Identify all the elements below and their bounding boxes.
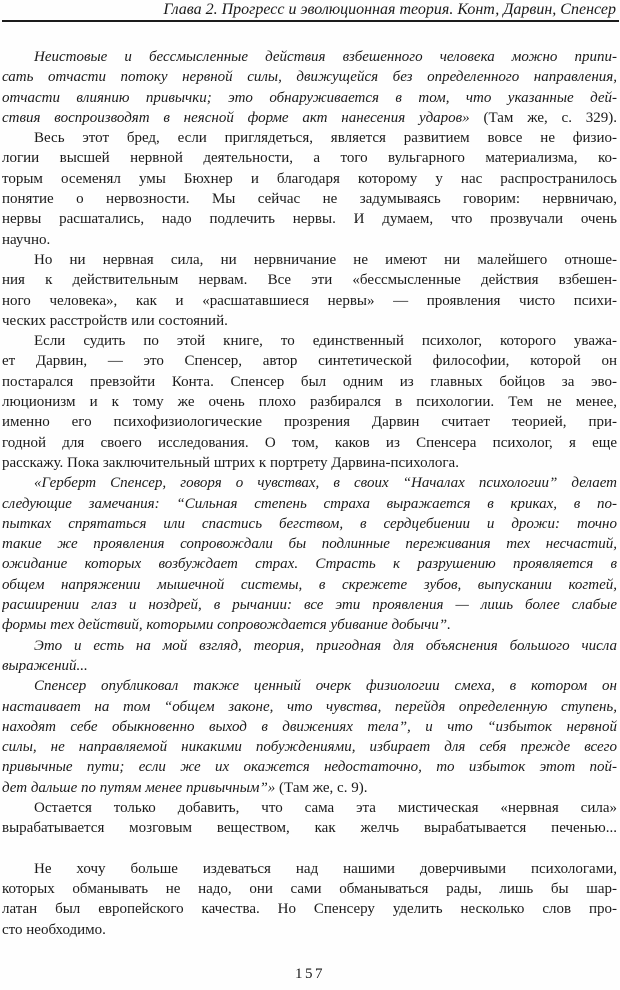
text-line: которых обманывать не надо, они сами обманываться рады, лишь бы шар- <box>2 881 617 898</box>
text-line: отчасти влиянию привычки; это обнаруживается в том, что указанные дей- <box>2 89 617 106</box>
text-line: латан был европейского качества. Но Спенсеру уделить несколько слов про- <box>2 901 617 918</box>
text-line: нервы расшатались, надо подлечить нервы. И думаем, что прозвучали очень <box>2 211 617 228</box>
text-line: такие же проявления сопровождали бы подлинные переживания тех несчастий, <box>2 536 617 553</box>
page-number: 157 <box>295 966 325 982</box>
paragraph <box>2 676 617 798</box>
text-line: сто необходимо. <box>2 921 106 938</box>
running-header: Глава 2. Прогресс и эволюционная теория. Конт, Дарвин, Спенсер <box>163 1 616 18</box>
text-line: привычные пути; если же их окажется недостаточно, то избыток этот пой- <box>2 759 617 776</box>
text-line: ожидание которых возбуждает страх. Страсть к разрушению проявляется в <box>2 556 617 573</box>
text-line: Неистовые и бессмысленные действия взбешенного человека можно припи- <box>34 49 617 65</box>
text-line: сать отчасти потоку нервной силы, движущейся без определенного направления, <box>2 69 617 86</box>
text-line: научно. <box>2 231 51 248</box>
text-line: Весь этот бред, если приглядеться, является развитием вовсе не физио- <box>34 130 617 147</box>
paragraph <box>2 47 617 128</box>
text-line: настаивает на том “общем законе, что чувства, перейдя определенную ступень, <box>2 698 617 715</box>
text-line: Это и есть на мой взгляд, теория, пригодная для объяснения большого числа <box>34 637 617 654</box>
text-line: постарался превзойти Конта. Спенсер был одним из главных бойцов за эво- <box>2 373 617 390</box>
paragraph <box>2 859 617 940</box>
paragraph <box>2 473 617 635</box>
paragraph <box>2 331 617 473</box>
text-line: пытках спрятаться или спастись бегством, в сердцебиении и дрожи: точно <box>2 515 617 532</box>
text-line: выражений... <box>2 657 88 674</box>
text-line: люционизм и к тому же очень плохо разбирался в психологии. Тем не менее, <box>2 394 617 411</box>
text-line: ния к действительным нервам. Все эти «бессмысленные действия взбешен- <box>2 272 617 289</box>
text-line: Но ни нервная сила, ни нервничание не имеют ни малейшего отноше- <box>34 251 617 268</box>
text-line <box>2 108 617 128</box>
text-line: Остается только добавить, что сама эта мистическая «нервная сила» <box>34 799 617 816</box>
text-line: Спенсер опубликовал также ценный очерк физиологии смеха, в котором он <box>34 678 617 695</box>
paragraph <box>2 636 617 677</box>
text-line: торым осеменял умы Бюхнер и благодаря которому у нас распространилось <box>2 170 617 187</box>
quote-segment: дет дальше по путям менее привычным”» <box>2 779 280 796</box>
text-line: ет Дарвин, — это Спенсер, автор синтетической философии, которой он <box>2 353 617 370</box>
citation-segment: (Там же, с. 9). <box>279 779 368 796</box>
text-line: понятие о нервозности. Мы сейчас не задумываясь говорим: нервничаю, <box>2 191 617 208</box>
text-line: «Герберт Спенсер, говоря о чувствах, в своих “Началах психологии” делает <box>34 475 617 492</box>
paragraph <box>2 128 617 250</box>
text-line: именно его психофизиологические прозрения Дарвин считает теорией, при- <box>2 414 617 431</box>
text-line: Не хочу больше издеваться над нашими доверчивыми психологами, <box>34 860 617 877</box>
header-rule <box>2 20 619 22</box>
text-line <box>2 778 617 798</box>
text-line: расширении глаз и ноздрей, в рычании: все эти проявления — лишь более слабые <box>2 597 617 614</box>
text-line: расскажу. Пока заключительный штрих к портрету Дарвина-психолога. <box>2 454 459 471</box>
text-line: общем напряжении мышечной системы, в скрежете зубов, выпускании когтей, <box>2 576 617 593</box>
text-line: логии высшей нервной деятельности, а того вульгарного материализма, ко- <box>2 150 617 167</box>
paragraph <box>2 250 617 331</box>
page-body <box>2 47 617 940</box>
paragraph <box>2 798 617 839</box>
quote-segment: ствия воспроизводят в неясной форме акт нанесения ударов» <box>2 109 484 126</box>
citation-segment: (Там же, с. 329). <box>483 109 617 126</box>
text-line: годной для своего исследования. О том, каков из Спенсера психолог, я еще <box>2 434 617 451</box>
text-line: ного человека», как и «расшатавшиеся нервы» — проявления чисто психи- <box>2 292 617 309</box>
text-line: Если судить по этой книге, то единственный психолог, которого уважа- <box>34 333 617 350</box>
text-line: вырабатывается мозговым веществом, как желчь вырабатывается печенью... <box>2 820 617 837</box>
text-line: силы, не направляемой никакими побуждениями, избирает для себя прежде всего <box>2 739 617 756</box>
text-line: следующие замечания: “Сильная степень страха выражается в криках, в по- <box>2 495 617 512</box>
text-line: ческих расстройств или состояний. <box>2 312 228 329</box>
text-line: находят себе обыкновенно выход в движениях тела”, и что “избыток нервной <box>2 718 617 735</box>
text-line: формы тех действий, которыми сопровождается убивание добычи”. <box>2 617 451 634</box>
